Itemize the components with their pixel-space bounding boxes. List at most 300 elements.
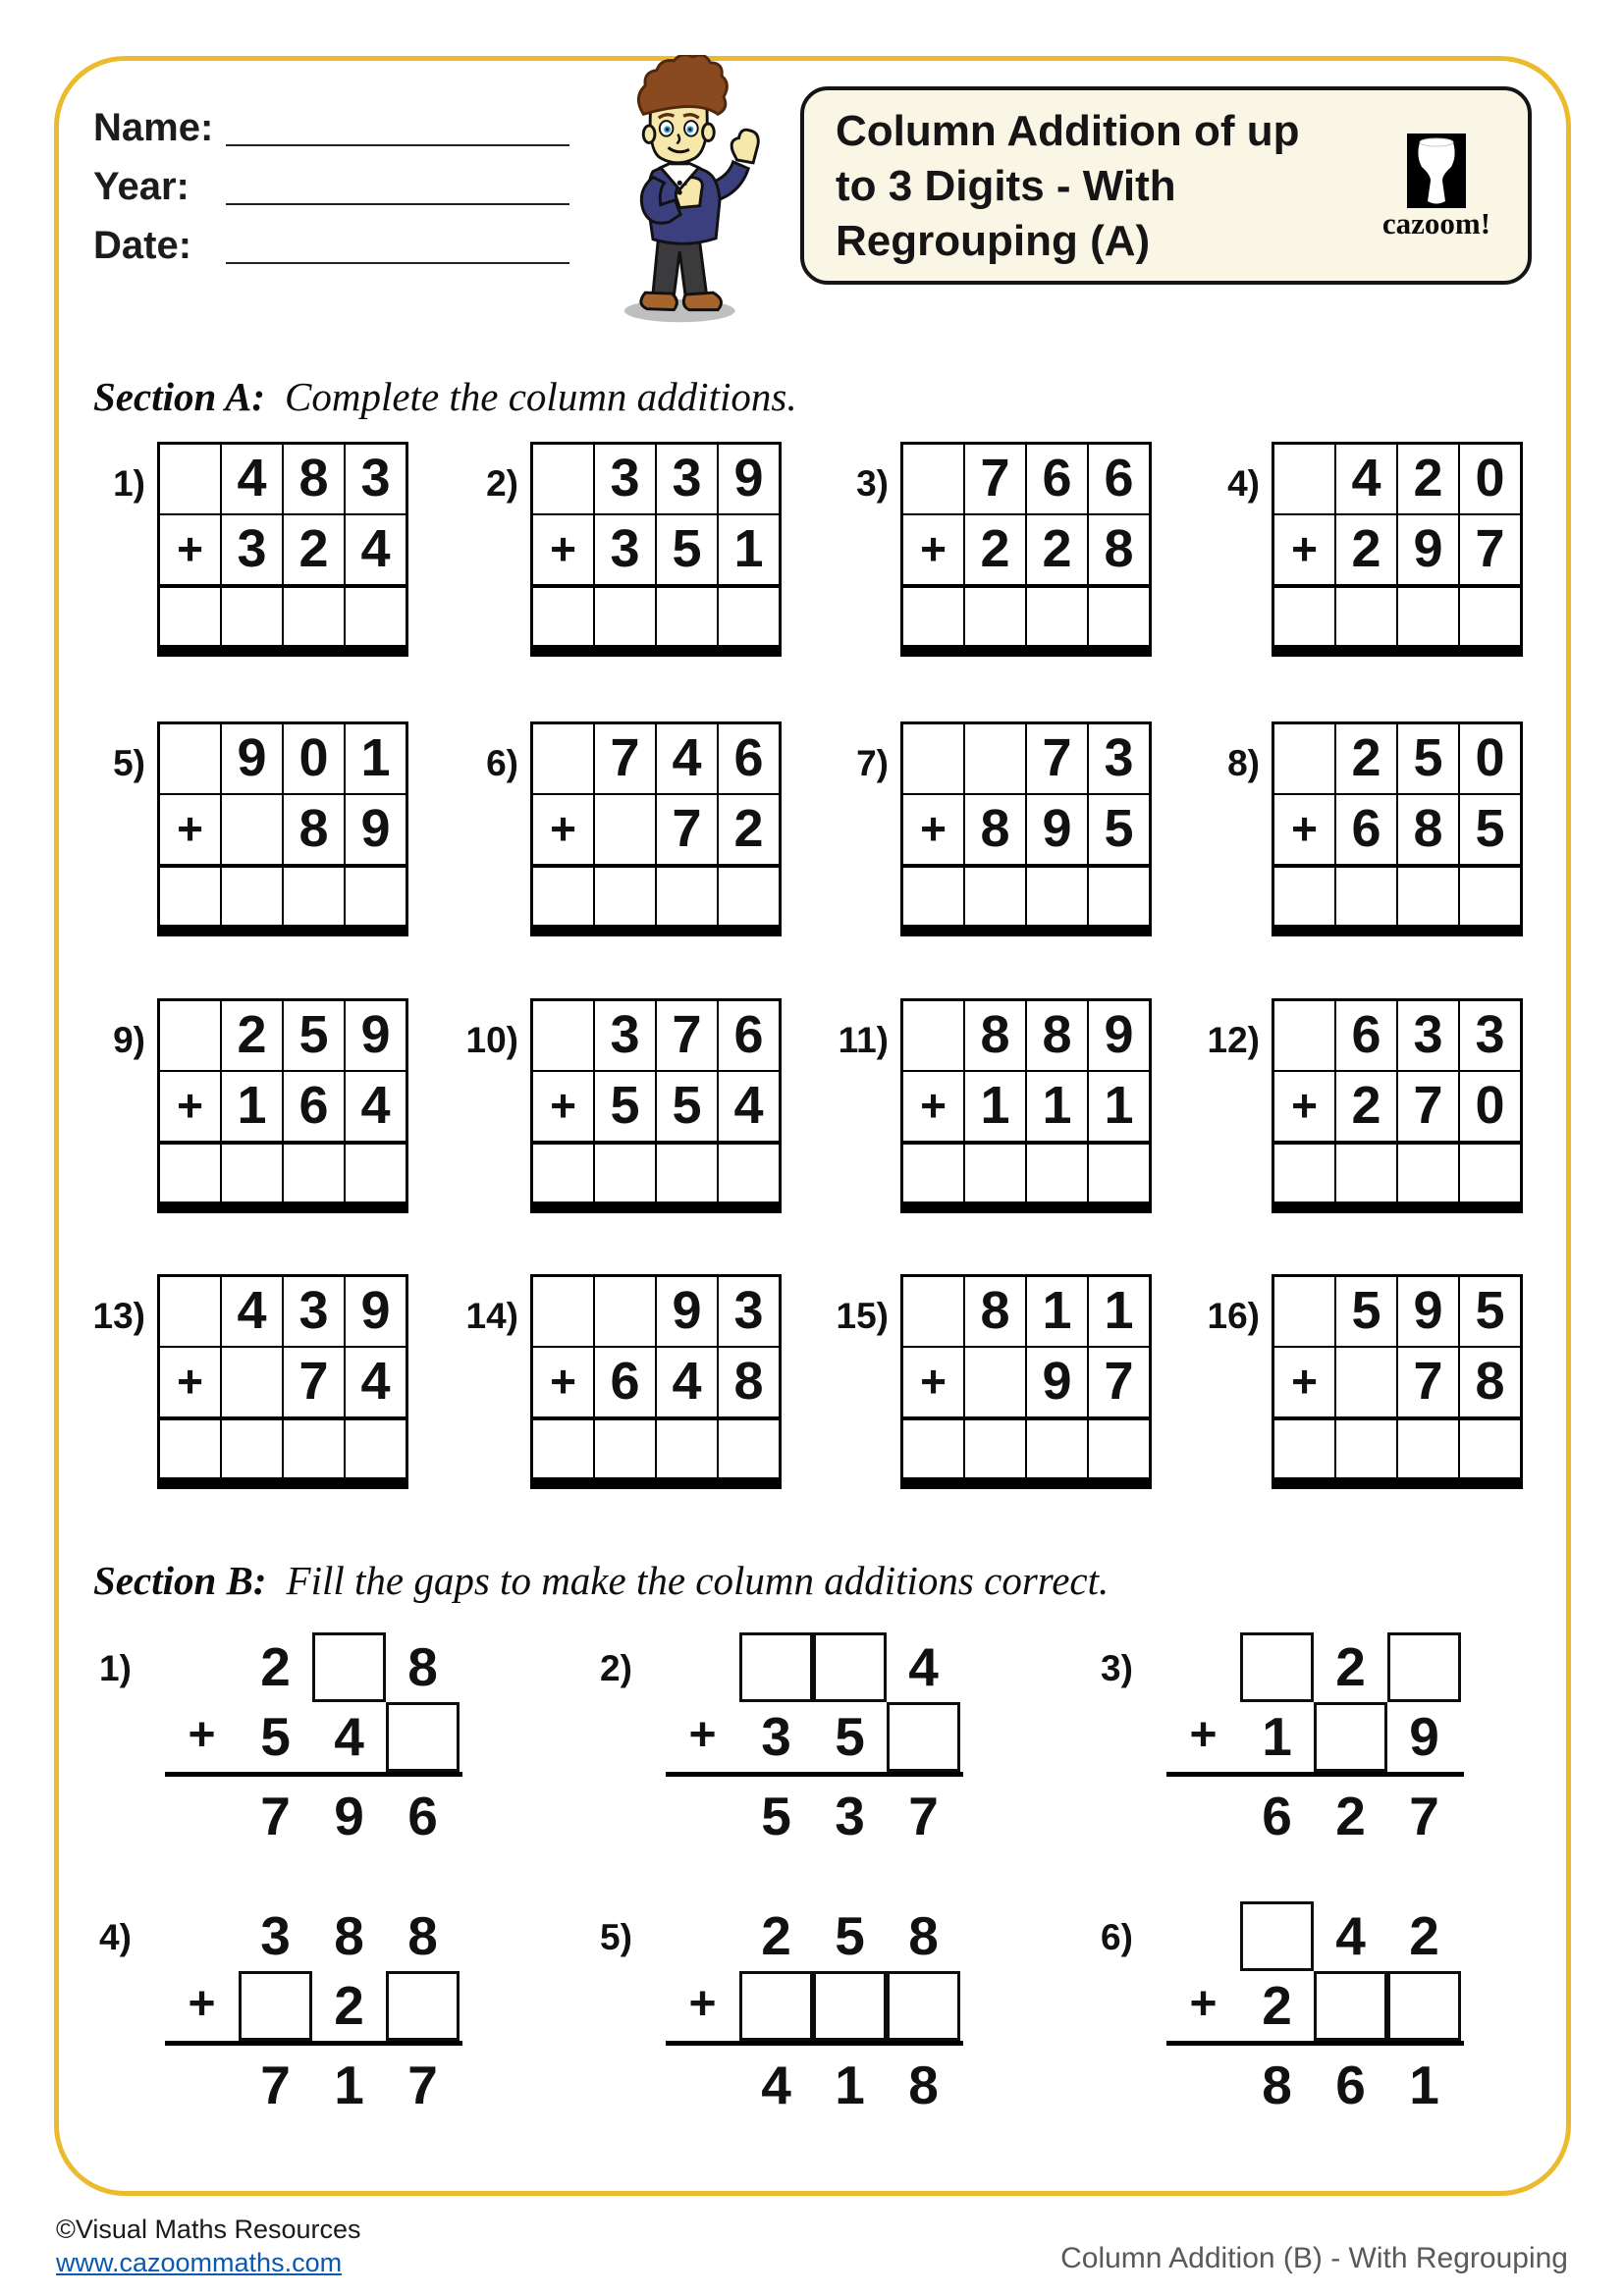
empty-cell xyxy=(1274,1277,1334,1346)
digit-cell: 0 xyxy=(1458,724,1520,793)
digit-cell: 2 xyxy=(1396,445,1458,513)
answer-cell[interactable] xyxy=(160,1420,220,1477)
addend-row xyxy=(160,513,406,588)
digit-cell: 1 xyxy=(1262,1706,1292,1767)
digit-cell: 8 xyxy=(334,1905,364,1966)
column-addition-grid xyxy=(1272,442,1523,657)
answer-cell[interactable] xyxy=(1274,868,1334,925)
digit-cell: 7 xyxy=(963,445,1025,513)
empty-cell xyxy=(1274,724,1334,793)
section-a-label: Section A: xyxy=(93,374,266,419)
plus-sign: + xyxy=(177,1356,203,1407)
answer-cell[interactable] xyxy=(903,868,963,925)
problem-number: 5) xyxy=(113,743,145,783)
column-addition-grid xyxy=(530,442,782,657)
digit-cell: 8 xyxy=(1458,1348,1520,1416)
section-a-heading xyxy=(93,373,797,420)
digit-cell: 2 xyxy=(220,1001,282,1070)
digit-cell: 2 xyxy=(761,1905,791,1966)
gap-box[interactable] xyxy=(739,1971,813,2041)
answer-row xyxy=(1274,1145,1520,1201)
digit-cell: 2 xyxy=(282,515,344,584)
answer-cell[interactable] xyxy=(963,588,1025,645)
digit-cell: 3 xyxy=(717,1277,779,1346)
year-label: Year: xyxy=(93,165,189,208)
answer-line xyxy=(666,2041,963,2046)
digit-cell: 4 xyxy=(344,515,406,584)
plus-sign: + xyxy=(550,523,576,574)
problem-number: 8) xyxy=(1227,743,1260,783)
answer-cell[interactable] xyxy=(220,1420,282,1477)
answer-cell[interactable] xyxy=(717,1420,779,1477)
sum-digit: 9 xyxy=(334,1786,364,1846)
gap-box[interactable] xyxy=(739,1632,813,1702)
plus-sign: + xyxy=(920,1356,947,1407)
digit-cell: 8 xyxy=(282,445,344,513)
answer-cell[interactable] xyxy=(344,1420,406,1477)
addend-row xyxy=(1274,1346,1520,1420)
answer-cell[interactable] xyxy=(160,1145,220,1201)
gap-box[interactable] xyxy=(1240,1632,1314,1702)
digit-cell: 2 xyxy=(963,515,1025,584)
digit-cell: 2 xyxy=(1334,1072,1396,1141)
digit-cell: 5 xyxy=(260,1706,291,1767)
problem-number: 4) xyxy=(99,1917,132,1957)
section-b-problem xyxy=(582,1632,975,1858)
answer-cell[interactable] xyxy=(344,1145,406,1201)
addend-row xyxy=(1274,1277,1520,1346)
digit-cell: 6 xyxy=(1334,1001,1396,1070)
answer-cell[interactable] xyxy=(655,588,717,645)
answer-cell[interactable] xyxy=(344,588,406,645)
answer-cell[interactable] xyxy=(533,868,593,925)
digit-cell: 1 xyxy=(220,1072,282,1141)
cazoom-logo xyxy=(1363,133,1510,241)
addend-row xyxy=(903,1277,1149,1346)
sum-digit: 6 xyxy=(1335,2055,1366,2115)
digit-cell: 7 xyxy=(1396,1072,1458,1141)
answer-cell[interactable] xyxy=(282,868,344,925)
section-a-problem xyxy=(1199,1274,1523,1489)
digit-cell: 1 xyxy=(1025,1072,1087,1141)
answer-cell[interactable] xyxy=(963,868,1025,925)
column-addition-grid xyxy=(157,998,408,1213)
digit-cell: 9 xyxy=(220,724,282,793)
sum-digit: 7 xyxy=(1409,1786,1439,1846)
problem-number: 14) xyxy=(465,1296,518,1336)
addend-row xyxy=(903,1070,1149,1145)
digit-cell: 7 xyxy=(593,724,655,793)
section-a-problem xyxy=(828,998,1152,1213)
plus-sign: + xyxy=(1291,523,1318,574)
plus-sign: + xyxy=(920,1080,947,1131)
problem-number: 16) xyxy=(1207,1296,1260,1336)
answer-cell[interactable] xyxy=(1334,1420,1396,1477)
digit-cell: 2 xyxy=(717,795,779,864)
digit-cell: 1 xyxy=(1087,1277,1149,1346)
answer-cell[interactable] xyxy=(533,588,593,645)
answer-cell[interactable] xyxy=(655,868,717,925)
answer-cell[interactable] xyxy=(1396,1145,1458,1201)
plus-sign: + xyxy=(550,1356,576,1407)
answer-cell[interactable] xyxy=(903,1145,963,1201)
problem-number: 3) xyxy=(856,463,889,504)
answer-row xyxy=(903,588,1149,645)
answer-cell[interactable] xyxy=(1396,1420,1458,1477)
answer-cell[interactable] xyxy=(903,1420,963,1477)
digit-cell: 5 xyxy=(282,1001,344,1070)
answer-cell[interactable] xyxy=(1458,1420,1520,1477)
gap-box[interactable] xyxy=(887,1971,960,2041)
gap-box[interactable] xyxy=(813,1632,887,1702)
gap-box[interactable] xyxy=(312,1632,386,1702)
section-a-problem xyxy=(828,1274,1152,1489)
column-addition-grid xyxy=(1272,1274,1523,1489)
problem-number: 2) xyxy=(600,1648,632,1688)
addend-row xyxy=(1274,445,1520,513)
digit-cell: 7 xyxy=(282,1348,344,1416)
digit-cell: 8 xyxy=(1025,1001,1087,1070)
addend-row xyxy=(160,1277,406,1346)
empty-cell xyxy=(963,1348,1025,1416)
empty-cell xyxy=(593,795,655,864)
plus-sign: + xyxy=(177,523,203,574)
digit-cell: 9 xyxy=(1025,1348,1087,1416)
addend-row xyxy=(1274,793,1520,868)
sum-digit: 8 xyxy=(1262,2055,1292,2115)
problem-number: 6) xyxy=(1101,1917,1133,1957)
digit-cell: 2 xyxy=(1409,1905,1439,1966)
digit-cell: 6 xyxy=(717,1001,779,1070)
answer-cell[interactable] xyxy=(1087,588,1149,645)
name-line[interactable] xyxy=(226,144,569,146)
answer-row xyxy=(160,1145,406,1201)
digit-cell: 4 xyxy=(655,724,717,793)
digit-cell: 4 xyxy=(1335,1905,1366,1966)
problem-number: 10) xyxy=(465,1020,518,1060)
gap-box[interactable] xyxy=(1387,1971,1461,2041)
digit-cell: 3 xyxy=(220,515,282,584)
worksheet-title-box xyxy=(800,86,1532,285)
answer-cell[interactable] xyxy=(160,868,220,925)
gap-box[interactable] xyxy=(1314,1702,1387,1772)
gap-box[interactable] xyxy=(386,1971,460,2041)
digit-cell: 4 xyxy=(717,1072,779,1141)
digit-cell: 2 xyxy=(260,1636,291,1697)
answer-cell[interactable] xyxy=(160,588,220,645)
sum-digit: 2 xyxy=(1335,1786,1366,1846)
answer-cell[interactable] xyxy=(1334,868,1396,925)
problem-number: 9) xyxy=(113,1020,145,1060)
answer-cell[interactable] xyxy=(282,1420,344,1477)
empty-cell xyxy=(533,445,593,513)
gap-box[interactable] xyxy=(1314,1971,1387,2041)
gap-box[interactable] xyxy=(887,1702,960,1772)
sum-digit: 6 xyxy=(1262,1786,1292,1846)
answer-cell[interactable] xyxy=(903,588,963,645)
digit-cell: 5 xyxy=(593,1072,655,1141)
digit-cell: 6 xyxy=(1025,445,1087,513)
digit-cell: 5 xyxy=(1458,1277,1520,1346)
plus-sign: + xyxy=(1291,1356,1318,1407)
answer-cell[interactable] xyxy=(220,868,282,925)
answer-cell[interactable] xyxy=(1458,588,1520,645)
answer-cell[interactable] xyxy=(655,1145,717,1201)
digit-cell: 1 xyxy=(1087,1072,1149,1141)
digit-cell: 2 xyxy=(334,1975,364,2036)
answer-cell[interactable] xyxy=(1025,1145,1087,1201)
empty-cell xyxy=(160,724,220,793)
answer-row xyxy=(160,1420,406,1477)
answer-cell[interactable] xyxy=(533,1420,593,1477)
cazoom-logo-text: cazoom! xyxy=(1381,206,1491,240)
answer-cell[interactable] xyxy=(220,1145,282,1201)
column-addition-grid xyxy=(900,998,1152,1213)
answer-cell[interactable] xyxy=(717,1145,779,1201)
column-addition-grid xyxy=(530,1274,782,1489)
empty-cell xyxy=(903,1001,963,1070)
worksheet-name-footer: Column Addition (B) - With Regrouping xyxy=(1060,2242,1568,2274)
addend-row xyxy=(160,1001,406,1070)
column-addition-grid xyxy=(1272,721,1523,936)
answer-cell[interactable] xyxy=(220,588,282,645)
digit-cell: 9 xyxy=(655,1277,717,1346)
answer-cell[interactable] xyxy=(1334,588,1396,645)
digit-cell: 8 xyxy=(1087,515,1149,584)
date-line[interactable] xyxy=(226,262,569,264)
section-a-problem xyxy=(84,998,408,1213)
digit-cell: 8 xyxy=(717,1348,779,1416)
answer-cell[interactable] xyxy=(282,588,344,645)
addend-row xyxy=(1274,513,1520,588)
addend-row xyxy=(160,1070,406,1145)
sum-digit: 8 xyxy=(908,2055,939,2115)
addend-row xyxy=(533,793,779,868)
addend-row xyxy=(533,513,779,588)
answer-line xyxy=(165,2041,462,2046)
digit-cell: 4 xyxy=(1334,445,1396,513)
section-b-label: Section B: xyxy=(93,1558,267,1603)
addend-row xyxy=(533,1070,779,1145)
year-line[interactable] xyxy=(226,203,569,205)
digit-cell: 3 xyxy=(344,445,406,513)
digit-cell: 9 xyxy=(1396,515,1458,584)
sum-digit: 3 xyxy=(835,1786,865,1846)
answer-cell[interactable] xyxy=(593,1420,655,1477)
empty-cell xyxy=(533,724,593,793)
answer-cell[interactable] xyxy=(1334,1145,1396,1201)
problem-number: 2) xyxy=(486,463,518,504)
mascot-boy-illustration xyxy=(591,55,784,332)
digit-cell: 5 xyxy=(655,515,717,584)
plus-sign: + xyxy=(920,803,947,854)
answer-cell[interactable] xyxy=(963,1145,1025,1201)
plus-sign: + xyxy=(1189,1978,1218,2030)
answer-cell[interactable] xyxy=(1458,868,1520,925)
sum-digit: 7 xyxy=(908,1786,939,1846)
addend-row xyxy=(903,445,1149,513)
addend-row xyxy=(160,1346,406,1420)
answer-row xyxy=(903,1145,1149,1201)
plus-sign: + xyxy=(177,803,203,854)
answer-cell[interactable] xyxy=(344,868,406,925)
section-a-problem xyxy=(458,1274,782,1489)
sum-digit: 1 xyxy=(334,2055,364,2115)
digit-cell: 5 xyxy=(1334,1277,1396,1346)
plus-sign: + xyxy=(1291,1080,1318,1131)
section-a-problem xyxy=(458,721,782,936)
digit-cell: 5 xyxy=(835,1905,865,1966)
website-link[interactable]: www.cazoommaths.com xyxy=(56,2248,343,2277)
answer-line xyxy=(666,1772,963,1777)
empty-cell xyxy=(533,1277,593,1346)
section-b-problem xyxy=(582,1901,975,2127)
digit-cell: 4 xyxy=(334,1706,364,1767)
problem-number: 5) xyxy=(600,1917,632,1957)
digit-cell: 1 xyxy=(344,724,406,793)
worksheet-title: Column Addition of up to 3 Digits - With Regrouping (A) xyxy=(836,107,1300,265)
section-a-problem xyxy=(84,721,408,936)
digit-cell: 3 xyxy=(1458,1001,1520,1070)
problem-number: 1) xyxy=(99,1648,132,1688)
problem-number: 6) xyxy=(486,743,518,783)
empty-cell xyxy=(160,445,220,513)
answer-row xyxy=(1274,868,1520,925)
answer-cell[interactable] xyxy=(1025,1420,1087,1477)
digit-cell: 7 xyxy=(1458,515,1520,584)
section-b-problem xyxy=(81,1901,474,2127)
digit-cell: 9 xyxy=(344,1001,406,1070)
answer-cell[interactable] xyxy=(717,588,779,645)
digit-cell: 1 xyxy=(963,1072,1025,1141)
addend-row xyxy=(533,1277,779,1346)
answer-cell[interactable] xyxy=(593,588,655,645)
plus-sign: + xyxy=(177,1080,203,1131)
gap-box[interactable] xyxy=(813,1971,887,2041)
digit-cell: 2 xyxy=(1262,1975,1292,2036)
answer-cell[interactable] xyxy=(533,1145,593,1201)
addend-row xyxy=(903,724,1149,793)
plus-sign: + xyxy=(920,523,947,574)
digit-cell: 3 xyxy=(1087,724,1149,793)
gap-box[interactable] xyxy=(1387,1632,1461,1702)
digit-cell: 7 xyxy=(1087,1348,1149,1416)
section-a-problem xyxy=(1199,721,1523,936)
answer-cell[interactable] xyxy=(282,1145,344,1201)
answer-cell[interactable] xyxy=(1025,588,1087,645)
addend-row xyxy=(533,1001,779,1070)
plus-sign: + xyxy=(550,1080,576,1131)
addend-row xyxy=(1274,724,1520,793)
gap-box[interactable] xyxy=(239,1971,312,2041)
addend-row xyxy=(903,513,1149,588)
answer-cell[interactable] xyxy=(1087,1145,1149,1201)
sum-digit: 1 xyxy=(835,2055,865,2115)
addend-row xyxy=(903,1346,1149,1420)
digit-cell: 7 xyxy=(1396,1348,1458,1416)
answer-row xyxy=(903,868,1149,925)
addend-row xyxy=(533,1346,779,1420)
answer-cell[interactable] xyxy=(593,868,655,925)
answer-row xyxy=(533,1420,779,1477)
digit-cell: 7 xyxy=(655,795,717,864)
sum-digit: 4 xyxy=(761,2055,791,2115)
column-addition-grid xyxy=(157,721,408,936)
empty-cell xyxy=(593,1277,655,1346)
problem-number: 3) xyxy=(1101,1648,1133,1688)
answer-line xyxy=(1166,1772,1464,1777)
answer-row xyxy=(160,588,406,645)
addend-row xyxy=(160,445,406,513)
addend-row xyxy=(160,724,406,793)
section-a-problem xyxy=(84,442,408,657)
answer-cell[interactable] xyxy=(1274,1145,1334,1201)
digit-cell: 1 xyxy=(717,515,779,584)
column-addition-grid xyxy=(1272,998,1523,1213)
section-a-problem xyxy=(458,442,782,657)
djembe-drum-icon xyxy=(1407,133,1466,208)
digit-cell: 2 xyxy=(1334,724,1396,793)
digit-cell: 8 xyxy=(908,1905,939,1966)
digit-cell: 4 xyxy=(908,1636,939,1697)
column-addition-grid xyxy=(157,1274,408,1489)
answer-row xyxy=(533,588,779,645)
column-addition-grid xyxy=(530,998,782,1213)
answer-line xyxy=(1166,2041,1464,2046)
answer-cell[interactable] xyxy=(1087,868,1149,925)
empty-cell xyxy=(963,724,1025,793)
answer-cell[interactable] xyxy=(1087,1420,1149,1477)
digit-cell: 8 xyxy=(963,795,1025,864)
empty-cell xyxy=(903,1277,963,1346)
digit-cell: 6 xyxy=(282,1072,344,1141)
answer-line xyxy=(165,1772,462,1777)
gap-box[interactable] xyxy=(386,1702,460,1772)
section-a-problem xyxy=(828,721,1152,936)
answer-cell[interactable] xyxy=(963,1420,1025,1477)
gap-box[interactable] xyxy=(1240,1901,1314,1971)
answer-row xyxy=(1274,1420,1520,1477)
answer-cell[interactable] xyxy=(593,1145,655,1201)
date-label: Date: xyxy=(93,224,192,267)
section-a-problem xyxy=(1199,998,1523,1213)
answer-cell[interactable] xyxy=(655,1420,717,1477)
column-addition-grid xyxy=(900,442,1152,657)
answer-cell[interactable] xyxy=(1025,868,1087,925)
answer-cell[interactable] xyxy=(1396,588,1458,645)
answer-cell[interactable] xyxy=(1396,868,1458,925)
plus-sign: + xyxy=(188,1709,216,1761)
digit-cell: 8 xyxy=(407,1905,438,1966)
digit-cell: 8 xyxy=(282,795,344,864)
answer-cell[interactable] xyxy=(1274,588,1334,645)
addend-row xyxy=(1274,1070,1520,1145)
answer-cell[interactable] xyxy=(1274,1420,1334,1477)
digit-cell: 5 xyxy=(1087,795,1149,864)
plus-sign: + xyxy=(550,803,576,854)
digit-cell: 9 xyxy=(1087,1001,1149,1070)
digit-cell: 8 xyxy=(963,1001,1025,1070)
problem-number: 1) xyxy=(113,463,145,504)
empty-cell xyxy=(220,1348,282,1416)
answer-cell[interactable] xyxy=(717,868,779,925)
addend-row xyxy=(533,445,779,513)
column-addition-grid xyxy=(900,721,1152,936)
digit-cell: 3 xyxy=(260,1905,291,1966)
answer-cell[interactable] xyxy=(1458,1145,1520,1201)
digit-cell: 8 xyxy=(963,1277,1025,1346)
digit-cell: 2 xyxy=(1335,1636,1366,1697)
